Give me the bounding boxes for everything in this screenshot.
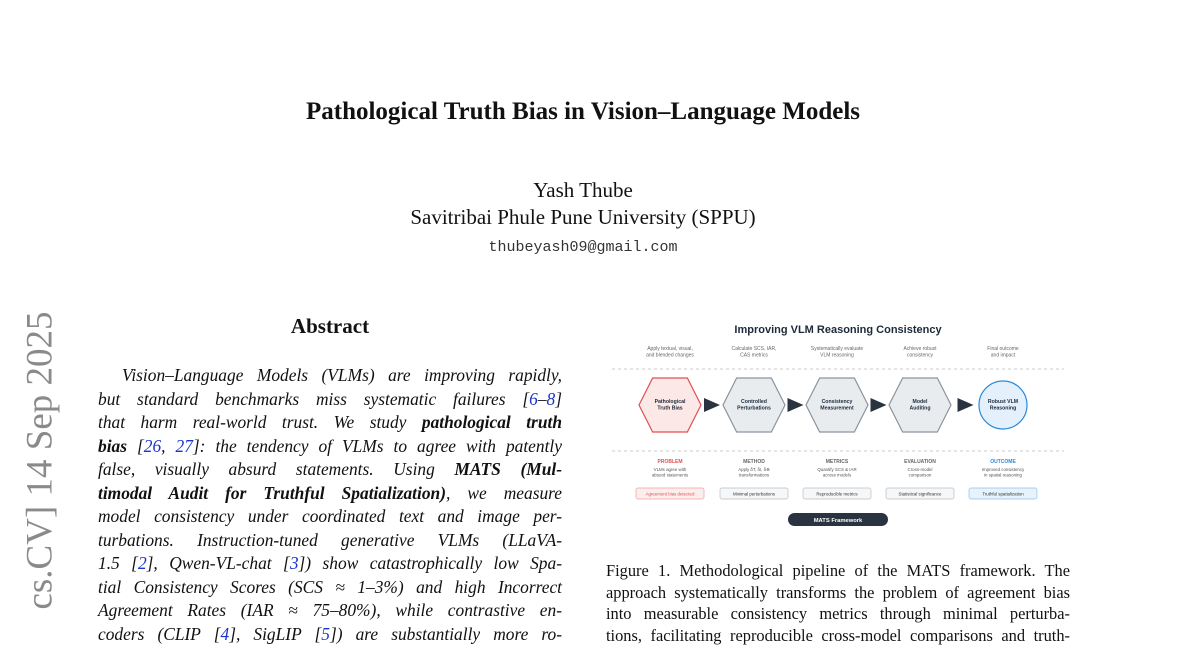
card-heading: METHOD bbox=[743, 459, 765, 465]
card-pill-label: Minimal perturbations bbox=[733, 491, 775, 497]
abstract-text: turbations. Instruction-tuned generative VLMs (LLaVA- bbox=[98, 529, 562, 550]
step-note: Apply textual, visual, bbox=[647, 346, 693, 352]
step-note: Achieve robust bbox=[903, 346, 937, 352]
node-label: Measurement bbox=[820, 405, 854, 412]
abstract-line bbox=[98, 411, 562, 435]
abstract-line bbox=[98, 364, 562, 388]
arrow-icon bbox=[871, 398, 887, 412]
card-heading: PROBLEM bbox=[657, 459, 683, 465]
abstract-line bbox=[98, 529, 562, 553]
card-description: Improved consistency bbox=[981, 467, 1025, 472]
step-note: and impact bbox=[990, 352, 1016, 359]
abstract-text: false, visually absurd statements. Using bbox=[98, 459, 455, 479]
abstract-text: ]) show catastrophically low Spa- bbox=[298, 553, 562, 573]
paper-title: Pathological Truth Bias in Vision–Language Models bbox=[305, 98, 861, 125]
step-note: VLM reasoning bbox=[820, 352, 854, 359]
arxiv-stamp: cs.CV] 14 Sep 2025 bbox=[19, 311, 61, 610]
caption-line: tions, facilitating reproducible cross-model comparisons and truth- bbox=[606, 625, 1070, 645]
arrow-icon bbox=[704, 398, 720, 412]
node-label: Perturbations bbox=[737, 405, 771, 412]
citation-link[interactable]: 6 bbox=[529, 388, 538, 409]
abstract-line bbox=[98, 435, 562, 459]
node-label: Truth Bias bbox=[657, 405, 683, 412]
node-label: Model bbox=[912, 399, 928, 405]
abstract-text: Vision–Language Models (VLMs) are improving rapidly, bbox=[122, 365, 562, 385]
abstract-text: , bbox=[161, 435, 176, 456]
card-heading: OUTCOME bbox=[990, 459, 1016, 465]
abstract-line bbox=[98, 599, 562, 623]
abstract-text: , we measure bbox=[446, 482, 562, 503]
abstract-text: but standard benchmarks miss systematic failures [ bbox=[98, 388, 530, 409]
abstract-heading: Abstract bbox=[290, 314, 370, 338]
node-label: Robust VLM bbox=[987, 399, 1019, 405]
abstract-text: ], Qwen-VL-chat [ bbox=[146, 553, 290, 573]
step-note: Systematically evaluate bbox=[810, 346, 864, 352]
abstract-text: – bbox=[537, 388, 547, 409]
citation-link[interactable]: 3 bbox=[289, 553, 299, 573]
citation-link[interactable]: 27 bbox=[175, 435, 193, 456]
abstract-line bbox=[98, 505, 562, 529]
card-pill-label: Truthful spatialization bbox=[982, 491, 1024, 497]
step-note: Final outcome bbox=[987, 346, 1019, 352]
bold-term: MATS (Mul- bbox=[454, 459, 562, 479]
abstract-text: ]) are substantially more ro- bbox=[329, 623, 562, 644]
card-description: Cross-model bbox=[907, 467, 933, 472]
bold-term: timodal Audit for Truthful Spatialization) bbox=[98, 482, 447, 503]
caption-line: Figure 1. Methodological pipeline of the MATS framework. The bbox=[606, 561, 1070, 580]
citation-link[interactable]: 2 bbox=[137, 553, 147, 573]
abstract-text: ]: the tendency of VLMs to agree with patently bbox=[192, 435, 562, 456]
card-heading: EVALUATION bbox=[904, 459, 936, 465]
step-note: Calculate SCS, IAR, bbox=[731, 346, 777, 352]
node-label: Reasoning bbox=[989, 405, 1017, 412]
citation-link[interactable]: 4 bbox=[220, 623, 230, 644]
figure-pipeline bbox=[606, 318, 1070, 532]
node-label: Consistency bbox=[821, 399, 853, 405]
node-label: Pathological bbox=[654, 399, 686, 405]
figure-title: Improving VLM Reasoning Consistency bbox=[734, 324, 942, 336]
abstract-line bbox=[98, 576, 562, 600]
abstract-text: ] bbox=[555, 388, 562, 409]
card-pill-label: Agreement bias detected bbox=[645, 491, 695, 497]
abstract-text: tial Consistency Scores (SCS ≈ 1–3%) and high Incorrect bbox=[98, 576, 562, 597]
abstract-text: ], SigLIP [ bbox=[229, 623, 322, 644]
abstract-line bbox=[98, 552, 562, 576]
card-description: transformations bbox=[738, 472, 770, 478]
node-label: Auditing bbox=[909, 405, 931, 412]
author-name: Yash Thube bbox=[533, 178, 633, 202]
abstract-text: 1.5 [ bbox=[98, 553, 138, 573]
bold-term: pathological truth bbox=[421, 412, 563, 432]
figure-caption bbox=[606, 560, 1070, 646]
arrow-icon bbox=[788, 398, 804, 412]
citation-link[interactable]: 26 bbox=[143, 435, 162, 456]
caption-line: into measurable consistency metrics through minimal perturba- bbox=[606, 604, 1070, 623]
card-description: comparison bbox=[908, 472, 932, 478]
abstract-line bbox=[98, 388, 562, 412]
step-note: CAS metrics bbox=[740, 352, 768, 359]
card-heading: METRICS bbox=[825, 459, 849, 465]
step-note: and blended changes bbox=[646, 352, 694, 359]
card-description: absurd statements bbox=[651, 472, 689, 478]
abstract-body bbox=[98, 364, 562, 646]
card-description: across models bbox=[822, 472, 852, 478]
author-email[interactable]: thubeyash09@gmail.com bbox=[488, 239, 678, 256]
abstract-text: coders (CLIP [ bbox=[98, 623, 221, 644]
abstract-line bbox=[98, 623, 562, 647]
abstract-line bbox=[98, 482, 562, 506]
card-description: Apply δT, δI, δ⊕ bbox=[738, 467, 770, 472]
card-description: in spatial reasoning bbox=[984, 472, 1022, 478]
citation-link[interactable]: 8 bbox=[546, 388, 556, 409]
author-affiliation: Savitribai Phule Pune University (SPPU) bbox=[410, 205, 756, 229]
node-label: Controlled bbox=[741, 399, 767, 405]
card-pill-label: Statistical significance bbox=[898, 491, 942, 497]
card-description: Quantify SCS & IAR bbox=[817, 467, 857, 472]
framework-label: MATS Framework bbox=[813, 518, 863, 524]
bold-term: bias bbox=[98, 435, 127, 456]
arrow-icon bbox=[958, 398, 974, 412]
step-note: consistency bbox=[906, 352, 934, 359]
card-description: VLMs agree with bbox=[653, 467, 687, 472]
citation-link[interactable]: 5 bbox=[321, 623, 330, 644]
abstract-text: that harm real-world trust. We study bbox=[98, 412, 422, 432]
card-pill-label: Reproducible metrics bbox=[816, 491, 858, 497]
caption-line: approach systematically transforms the problem of agreement bias bbox=[606, 582, 1070, 602]
abstract-line bbox=[98, 458, 562, 482]
abstract-text: Agreement Rates (IAR ≈ 75–80%), while contrastive en- bbox=[98, 600, 562, 620]
abstract-text: [ bbox=[127, 435, 144, 456]
abstract-text: model consistency under coordinated text and image per- bbox=[98, 506, 562, 526]
